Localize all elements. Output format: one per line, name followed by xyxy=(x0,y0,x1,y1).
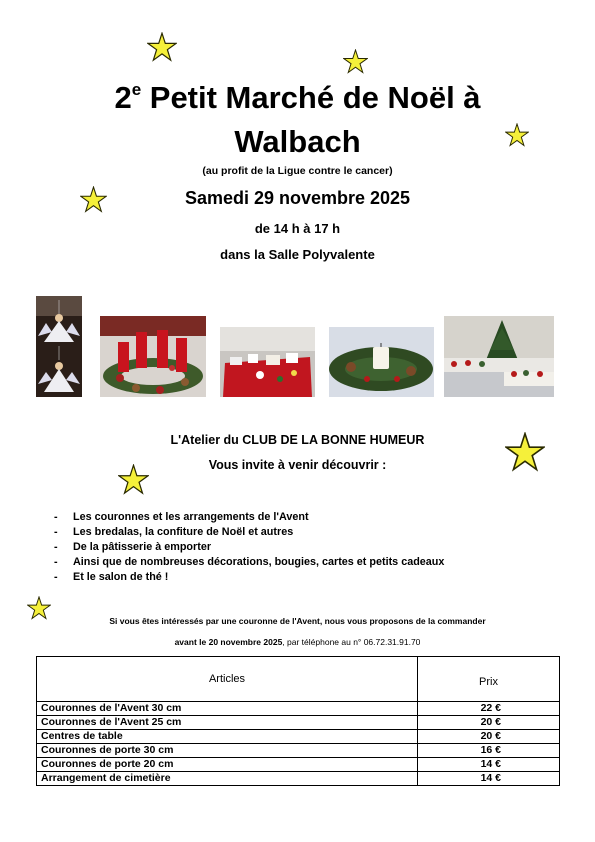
price-cell: 14 € xyxy=(418,758,560,772)
list-item: - Les bredalas, la confiture de Noël et autres xyxy=(54,526,294,538)
price-cell: 20 € xyxy=(418,730,560,744)
article-cell: Couronnes de porte 30 cm xyxy=(37,744,418,758)
title-number: 2 xyxy=(114,80,132,115)
table-row xyxy=(37,744,560,758)
article-cell: Couronnes de l'Avent 25 cm xyxy=(37,716,418,730)
title-line-1: Petit Marché de Noël à xyxy=(141,80,481,115)
candle-centerpiece-photo xyxy=(329,327,434,397)
column-header-price: Prix xyxy=(418,657,560,702)
order-deadline: avant le 20 novembre 2025 xyxy=(174,637,283,647)
list-item: - Les couronnes et les arrangements de l'Avent xyxy=(54,511,309,523)
atelier-heading: L'Atelier du CLUB DE LA BONNE HUMEUR xyxy=(170,433,425,447)
invite-text: Vous invite à venir découvrir : xyxy=(208,458,387,472)
order-info: Si vous êtes intéressés par une couronne de l'Avent, nous vous proposons de la commander xyxy=(109,616,486,626)
table-row xyxy=(37,772,560,786)
column-header-articles: Articles xyxy=(37,657,418,702)
article-cell: Couronnes de porte 20 cm xyxy=(37,758,418,772)
table-header-row xyxy=(37,657,560,702)
subtitle: (au profit de la Ligue contre le cancer) xyxy=(202,165,393,177)
title-line-2: Walbach xyxy=(234,124,361,159)
angel-ornaments-photo xyxy=(36,296,82,397)
table-display-photo xyxy=(220,327,315,397)
table-row xyxy=(37,702,560,716)
title-ordinal: e xyxy=(131,80,142,99)
price-cell: 20 € xyxy=(418,716,560,730)
price-cell: 16 € xyxy=(418,744,560,758)
event-hours: de 14 h à 17 h xyxy=(254,221,341,236)
article-cell: Centres de table xyxy=(37,730,418,744)
article-cell: Couronnes de l'Avent 30 cm xyxy=(37,702,418,716)
table-row xyxy=(37,716,560,730)
table-row xyxy=(37,758,560,772)
event-venue: dans la Salle Polyvalente xyxy=(220,247,375,262)
price-table xyxy=(36,656,560,786)
order-deadline-line xyxy=(0,637,595,647)
page-title xyxy=(0,68,595,164)
list-item: - Ainsi que de nombreuses décorations, bougies, cartes et petits cadeaux xyxy=(54,556,445,568)
order-phone: , par téléphone au n° 06.72.31.91.70 xyxy=(282,637,421,647)
list-item: - De la pâtisserie à emporter xyxy=(54,541,212,553)
article-cell: Arrangement de cimetière xyxy=(37,772,418,786)
christmas-tree-hall-photo xyxy=(444,316,554,397)
table-row xyxy=(37,730,560,744)
list-item: - Et le salon de thé ! xyxy=(54,571,169,583)
price-cell: 14 € xyxy=(418,772,560,786)
star-icon xyxy=(147,32,177,62)
offer-list xyxy=(54,510,444,585)
advent-wreath-photo xyxy=(100,316,206,397)
price-cell: 22 € xyxy=(418,702,560,716)
event-date: Samedi 29 novembre 2025 xyxy=(184,188,411,208)
